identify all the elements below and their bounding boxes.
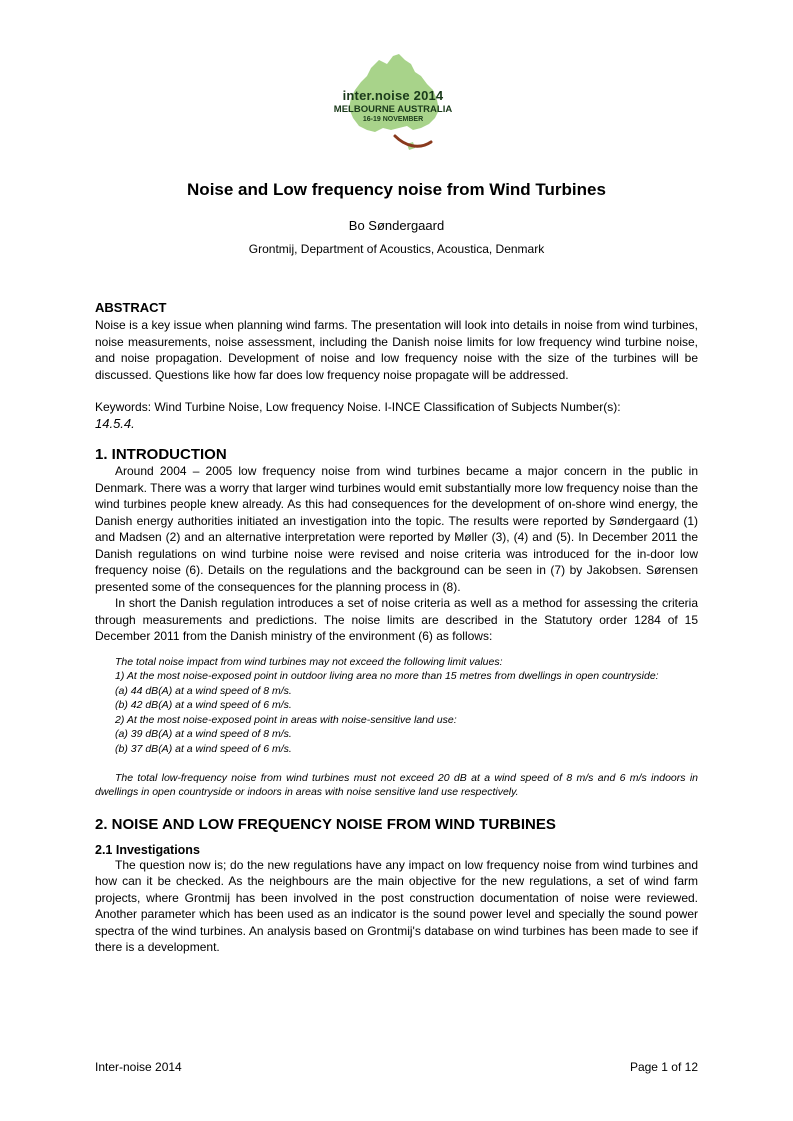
quote-item-2b: (b) 37 dB(A) at a wind speed of 6 m/s. [115,743,292,756]
quote-item-1a: (a) 44 dB(A) at a wind speed of 8 m/s. [115,684,292,697]
section1-paragraph-2: In short the Danish regulation introduces a set of noise criteria as well as a method for assessing the criteria through measurements and predictions. The noise limits are described in the Statutory order 1284 of 15 December 2011 from the Danish ministry of the environment (6) as follows: [95,596,698,643]
quote-item-1b: (b) 42 dB(A) at a wind speed of 6 m/s. [115,699,292,712]
footer-conference: Inter-noise 2014 [95,1060,182,1074]
logo-title: inter.noise 2014 [342,88,444,103]
logo-dates: 16-19 NOVEMBER [362,116,424,123]
footer-page-number: Page 1 of 12 [629,1060,698,1074]
section1-paragraph-1: Around 2004 – 2005 low frequency noise from wind turbines became a major concern in the public in Denmark. There was a worry that larger wind turbines would emit substantially more low frequency noise than the wind turbines people knew already. As this had consequences for the development of on-shore wind energy, the Danish energy authorities initiated an investigation into the topic. The results were reported by Søndergaard (1) and Madsen (2) and an alternative interpretation were reported by Møller (3), (4) and (5). In December 2011 the Danish regulations on wind turbine noise were revised and noise criteria was introduced for the in-door low frequency noise (6). Details on the regulations and the background can be seen in (7) by Jakobsen. Sørensen presented some of the consequences for the planning process in (8). [95,464,698,594]
paper-body [95,300,698,956]
quote-lf-limit: The total low-frequency noise from wind turbines must not exceed 20 dB at a wind speed of 8 m/s and 6 m/s indoors in dwellings in open countryside or indoors in areas with noise sensitive land use respectively. [95,771,698,799]
paper-title: Noise and Low frequency noise from Wind Turbines [187,180,606,199]
section2-heading: 2. NOISE AND LOW FREQUENCY NOISE FROM WIND TURBINES [95,815,556,833]
subsection-2-1-paragraph: The question now is; do the new regulations have any impact on low frequency noise from wind turbines and how can it be checked. As the neighbours are the main objective for the new regulations, a set of wind farm projects, where Grontmij has been involved in the post construction documentation of noise were reviewed. Another parameter which has been used as an indicator is the sound power level and specially the sound power spectra of the wind turbines. An analysis based on Grontmij's database on wind turbines has been made to see if there is a development. [95,857,698,955]
subsection-2-1-heading: 2.1 Investigations [95,842,200,857]
keywords-text: Keywords: Wind Turbine Noise, Low frequency Noise. I-INCE Classification of Subjects Number(s): [95,400,621,414]
abstract-text: Noise is a key issue when planning wind farms. The presentation will look into details in noise from wind turbines, noise measurements, noise assessment, including the Danish noise limits for low frequency wind turbine noise, and noise propagation. Development of noise and low frequency noise with the size of the turbines will be discussed. Questions like how far does low frequency noise propagate will be addressed. [95,318,698,382]
conference-logo [333,50,453,160]
keywords [95,399,698,432]
abstract-heading: ABSTRACT [95,300,167,315]
regulation-quote [95,655,698,800]
paper-affiliation: Grontmij, Department of Acoustics, Acoustica, Denmark [248,242,545,256]
quote-item-2a: (a) 39 dB(A) at a wind speed of 8 m/s. [115,728,292,741]
quote-intro: The total noise impact from wind turbines may not exceed the following limit values: [115,655,503,668]
quote-item-2: 2) At the most noise-exposed point in areas with noise-sensitive land use: [115,713,457,726]
logo-location: MELBOURNE AUSTRALIA [333,104,453,115]
quote-item-1: 1) At the most noise-exposed point in outdoor living area no more than 15 metres from dwellings in open countryside: [115,670,659,683]
keywords-number: 14.5.4. [95,415,135,431]
paper-author: Bo Søndergaard [348,218,445,233]
section1-heading: 1. INTRODUCTION [95,446,227,463]
